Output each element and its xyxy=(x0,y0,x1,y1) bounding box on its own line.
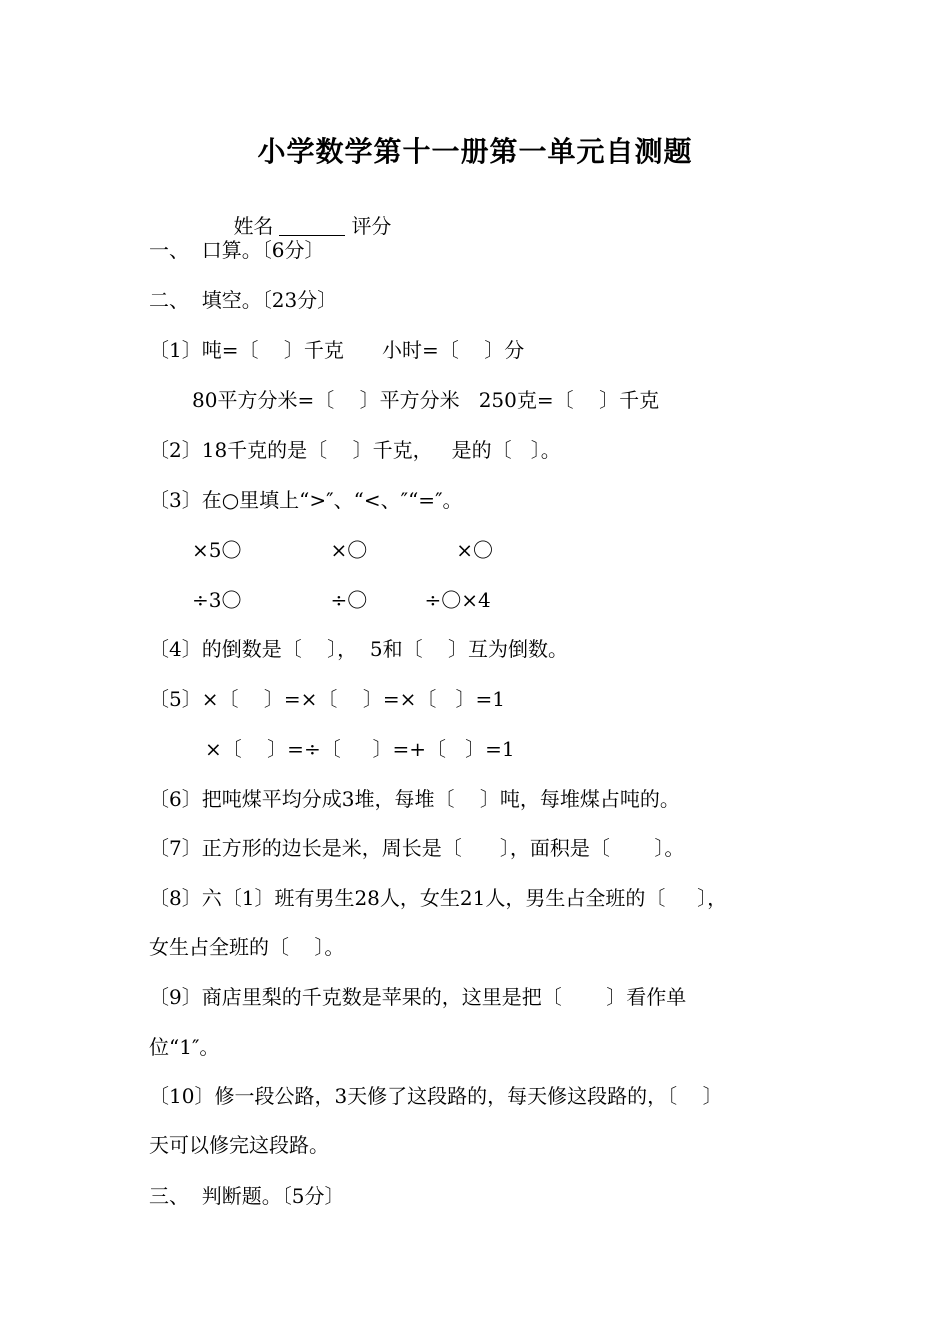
question-line: 位“1″。 xyxy=(149,1035,220,1059)
question-line: 〔6〕把吨煤平均分成3堆，每堆〔 〕吨，每堆煤占吨的。 xyxy=(149,787,680,811)
question-line: 女生占全班的〔 〕。 xyxy=(149,935,345,959)
question-line: 〔8〕六〔1〕班有男生28人，女生21人，男生占全班的〔 〕， xyxy=(149,886,728,910)
section-heading: 二、 填空。〔23分〕 xyxy=(149,288,338,312)
question-line: 〔10〕修一段公路，3天修了这段路的，每天修这段路的，〔 〕 xyxy=(149,1084,723,1108)
page-title: 小学数学第十一册第一单元自测题 xyxy=(257,135,693,168)
name-label: 姓名 xyxy=(233,214,274,238)
question-line: ×〔 〕=÷〔 〕=+〔 〕=1 xyxy=(205,737,515,761)
name-blank[interactable] xyxy=(279,217,345,236)
question-line: 〔1〕吨=〔 〕千克 小时=〔 〕分 xyxy=(149,338,525,362)
question-line: 〔7〕正方形的边长是米，周长是〔 〕，面积是〔 〕。 xyxy=(149,836,685,860)
question-line: 天可以修完这段路。 xyxy=(149,1133,329,1157)
question-line: ÷3〇 ÷〇 ÷〇×4 xyxy=(192,588,491,612)
section-heading: 三、 判断题。〔5分〕 xyxy=(149,1184,345,1208)
score-label: 评分 xyxy=(351,214,392,238)
question-line: 〔2〕18千克的是〔 〕千克， 是的〔 〕。 xyxy=(149,438,561,462)
question-line: 80平方分米=〔 〕平方分米 250克=〔 〕千克 xyxy=(192,388,660,412)
question-line: 〔3〕在○里填上“>″、“<、″“=″。 xyxy=(149,488,463,512)
question-line: 〔9〕商店里梨的千克数是苹果的，这里是把〔 〕看作单 xyxy=(149,985,687,1009)
section-heading: 一、 口算。〔6分〕 xyxy=(149,238,325,262)
question-line: 〔5〕×〔 〕=×〔 〕=×〔 〕=1 xyxy=(149,687,505,711)
question-line: 〔4〕的倒数是〔 〕， 5和〔 〕互为倒数。 xyxy=(149,637,569,661)
question-line: ×5〇 ×〇 ×〇 xyxy=(192,538,494,562)
